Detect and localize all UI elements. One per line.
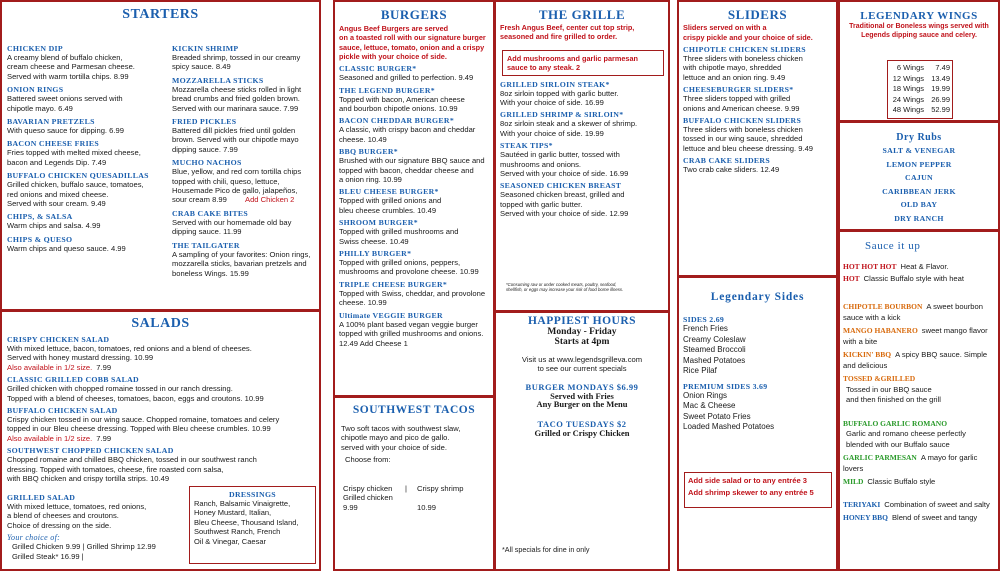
menu-item-name: CHICKEN DIP [7, 44, 63, 53]
sauce-desc: Combination of sweet and salty [884, 499, 990, 509]
menu-item-name: BUFFALO CHICKEN SLIDERS [683, 116, 802, 126]
wing-price: 52.99 [931, 105, 950, 114]
menu-item-name: CRISPY CHICKEN SALAD [7, 335, 110, 344]
menu-item-desc: Battered dill pickles fried until golden brown. Served with our chipotle mayo dipping sauce. 7.99 [172, 126, 299, 154]
sliders-items [679, 45, 836, 175]
rub-item: SALT & VENEGAR [882, 146, 956, 155]
menu-item-desc: Seasoned chicken breast, grilled and topped with garlic butter. Served with your choice of side. 12.99 [500, 190, 629, 219]
menu-item [172, 117, 320, 154]
rubs-list [840, 144, 998, 225]
rub-item: LEMON PEPPER [886, 159, 952, 169]
grilled-salad [7, 490, 187, 561]
menu-item [172, 209, 320, 237]
menu-item-name: FRIED PICKLES [172, 117, 237, 127]
menu-item-desc: Mozzarella cheese sticks rolled in light bread crumbs and fried golden brown. Served with our marinara sauce. 7.99 [172, 84, 302, 113]
rub-item: DRY RANCH [894, 213, 944, 223]
premium-sides-label: PREMIUM SIDES 3.69 [683, 381, 768, 391]
taco-tuesdays-desc: Grilled or Crispy Chicken [534, 428, 630, 438]
sauce-desc: Garlic and romano cheese perfectly blended with our Buffalo sauce [846, 429, 966, 449]
salads-title: SALADS [131, 316, 190, 331]
menu-item [7, 44, 172, 81]
sauce-desc: Heat & Flavor. [900, 262, 949, 271]
menu-item [683, 85, 832, 113]
side-item: French Fries [683, 324, 728, 333]
choice-line-1: Grilled Chicken 9.99 | Grilled Shrimp 12.99 [12, 542, 156, 552]
happy-visit: Visit us at www.legendsgrilleva.com to see our current specials [521, 355, 643, 374]
menu-item-desc: Three sliders with boneless chicken tossed in our wing sauce, shredded lettuce and bleu cheese dressing. 9.49 [683, 125, 814, 153]
sauce-desc: A spicy BBQ sauce. Simple and delicious [843, 350, 988, 370]
menu-item-extra-label: Also available in 1/2 size. [7, 362, 93, 372]
starters-panel [0, 0, 321, 311]
sauce-item [843, 513, 995, 524]
menu-item [172, 44, 320, 72]
menu-item [7, 117, 172, 135]
grille-title: THE GRILLE [538, 7, 626, 22]
menu-item-name: MOZZARELLA STICKS [172, 75, 264, 85]
menu-item [172, 76, 320, 113]
sauce-item [843, 500, 995, 511]
menu-item-name: MUCHO NACHOS [172, 158, 242, 168]
dressings-list: Ranch, Balsamic Vinaigrette, Honey Mustard, Italian, Bleu Cheese, Thousand Island, Southwest Ranch, French Oil & Vinegar, Caesar [194, 499, 299, 546]
sauce-item [843, 419, 995, 451]
menu-item-name: ONION RINGS [7, 85, 64, 95]
menu-item-name: BACON CHEESE FRIES [7, 139, 100, 149]
menu-item [7, 406, 319, 443]
menu-item-name: PHILLY BURGER* [339, 249, 412, 259]
premium-side-item: Onion Rings [683, 390, 728, 400]
menu-item [339, 311, 489, 348]
menu-item-desc: Topped with grilled onions and bleu cheese crumbles. 10.49 [339, 196, 442, 215]
sauces-list [840, 262, 998, 524]
burgers-subtitle: Angus Beef Burgers are served on a toasted roll with our signature burger sauce, lettuce, tomato, onion and a crispy pickle with your choice of side. [339, 24, 486, 61]
sides-title: Legendary Sides [710, 291, 805, 303]
menu-item-desc: Grilled chicken, buffalo sauce, tomatoes, red onions and mixed cheese. Served with sour cream. 9.49 [7, 180, 144, 209]
menu-item-name: CRAB CAKE SLIDERS [683, 156, 770, 166]
wing-price: 7.49 [935, 63, 950, 72]
tacos-option-chicken: Crispy chicken Grilled chicken 9.99 [343, 484, 393, 512]
menu-item-desc: Topped with Swiss, cheddar, and provolone cheese. 10.99 [339, 288, 486, 308]
starters-left-column [7, 40, 172, 253]
menu-item-name: SHROOM BURGER* [339, 218, 418, 228]
menu-item [500, 110, 664, 138]
taco-tuesdays-title: TACO TUESDAYS $2 [537, 419, 627, 429]
menu-item-desc: A sampling of your favorites: Onion rings, mozzarella sticks, bavarian pretzels and boneless Wings. 15.99 [172, 249, 311, 278]
menu-item-desc: Seasoned and grilled to perfection. 9.49 [339, 73, 474, 83]
choice-line-2: Grilled Steak* 16.99 | [12, 551, 84, 561]
menu-item [339, 280, 489, 308]
sauce-name: CHIPOTLE BOURBON [843, 302, 923, 311]
menu-item-desc: With queso sauce for dipping. 6.99 [7, 126, 124, 136]
menu-item-name: SOUTHWEST CHOPPED CHICKEN SALAD [7, 446, 174, 456]
side-item: Mashed Potatoes [683, 355, 746, 365]
menu-item-desc: Breaded shrimp, tossed in our creamy spicy sauce. 8.49 [172, 53, 301, 72]
sides-label: SIDES 2.69 [683, 315, 725, 324]
menu-item-name: BBQ BURGER* [339, 147, 398, 157]
menu-item-name: GRILLED SIRLOIN STEAK* [500, 79, 610, 89]
wings-subtitle: Traditional or Boneless wings served with Legends dipping sauce and celery. [849, 23, 989, 39]
rub-item: CAJUN [905, 173, 933, 182]
premium-sides-list [679, 391, 836, 433]
menu-item-name: GRILLED SHRIMP & SIRLOIN* [500, 110, 624, 120]
menu-item-desc: Blue, yellow, and red corn tortilla chips topped with chili, queso, lettuce, Housemade Pico de gallo, jalapeños, sour cream 8.99 [172, 167, 302, 205]
grilled-salad-desc: With mixed lettuce, tomatoes, red onions, a blend of cheeses and croutons. Choice of dressing on the side. [7, 502, 147, 530]
burger-mondays-desc: Served with Fries Any Burger on the Menu [536, 390, 628, 410]
tacos-separator: | [405, 484, 407, 493]
menu-item [7, 235, 172, 253]
menu-item-extra-label: Also available in 1/2 size. [7, 433, 93, 443]
sauce-name: HOT [843, 273, 860, 283]
wing-price: 26.99 [931, 94, 950, 104]
sauce-desc: Classic Buffalo style [867, 477, 936, 486]
menu-item-desc: Crispy chicken tossed in our wing sauce. Chopped romaine, tomatoes and celery topped in our Bleu cheese dressing. Topped with Bleu cheese crumbles. 10.99 [7, 415, 280, 434]
dressings-box [189, 486, 316, 564]
menu-item-extra-label: Add Chicken 2 [245, 195, 295, 205]
wing-count: 6 Wings [896, 63, 924, 72]
rubs-panel [838, 121, 1000, 231]
sauce-name: GARLIC PARMESAN [843, 453, 917, 462]
menu-item [339, 249, 489, 277]
wing-count: 12 Wings [892, 73, 924, 83]
menu-item-desc: Chopped romaine and chilled BBQ chicken, tossed in our southwest ranch dressing. Topped with tomatoes, cheese, fire roasted corn salsa, with BBQ chicken and crispy tortilla strips. 10.49 [7, 455, 257, 484]
sauce-name: MILD [843, 477, 864, 486]
salads-panel [0, 310, 321, 571]
wing-count: 48 Wings [892, 105, 924, 114]
premium-side-item: Sweet Potato Fries [683, 411, 751, 421]
burgers-items [335, 64, 493, 348]
tacos-option-shrimp: Crispy shrimp 10.99 [417, 484, 464, 512]
premium-side-item: Mac & Cheese [683, 401, 736, 410]
menu-item-name: CRAB CAKE BITES [172, 208, 248, 218]
sauce-desc: Blend of sweet and tangy [891, 513, 978, 522]
grilled-salad-name: GRILLED SALAD [7, 493, 76, 502]
sauce-desc: Classic Buffalo style with heat [863, 273, 964, 283]
wing-price-row [888, 84, 952, 95]
sliders-title: SLIDERS [727, 7, 788, 22]
grille-addon-box: Add mushrooms and garlic parmesan sauce to any steak. 2 [502, 50, 664, 76]
menu-item [7, 85, 172, 113]
burgers-panel [333, 0, 495, 397]
menu-item-name: TRIPLE CHEESE BURGER* [339, 279, 448, 289]
menu-item-extra-price: 7.99 [96, 362, 112, 372]
menu-item-desc: Warm chips and salsa. 4.99 [7, 221, 101, 231]
sauce-name: MANGO HABANERO [843, 326, 918, 335]
menu-item [7, 446, 319, 483]
sauces-panel [838, 230, 1000, 571]
happy-note: *All specials for dine in only [502, 545, 590, 554]
side-item: Creamy Coleslaw [683, 334, 746, 344]
menu-item [500, 80, 664, 108]
menu-item-desc: Three sliders with boneless chicken with chipotle mayo, shredded lettuce and an onion ring. 9.49 [683, 54, 803, 82]
sauce-name: HOT HOT HOT [843, 262, 897, 271]
burger-mondays-title: BURGER MONDAYS $6.99 [525, 381, 639, 392]
sauce-name: TOSSED &GRILLED [843, 374, 916, 383]
sauce-name: TERIYAKI [843, 499, 881, 509]
sauces-title: Sauce it up [865, 240, 921, 252]
rub-item: CARIBBEAN JERK [882, 186, 956, 196]
menu-item-desc: Topped with grilled mushrooms and Swiss cheese. 10.49 [339, 227, 459, 246]
menu-item-name: STEAK TIPS* [500, 141, 553, 151]
menu-item [683, 156, 832, 174]
sides-panel [677, 276, 838, 571]
menu-item-name: KICKIN SHRIMP [172, 44, 239, 53]
menu-item-name: BACON CHEDDAR BURGER* [339, 116, 455, 126]
menu-item-desc: 8oz sirloin topped with garlic butter. With your choice of side. 16.99 [500, 88, 619, 107]
menu-item [339, 187, 489, 215]
menu-item [172, 158, 320, 205]
wing-price-row [888, 105, 952, 116]
menu-item-name: SEASONED CHICKEN BREAST [500, 181, 622, 191]
grille-subtitle: Fresh Angus Beef, center cut top strip, seasoned and fire grilled to order. [500, 23, 635, 42]
menu-item-desc: Warm chips and queso sauce. 4.99 [7, 243, 126, 253]
starters-right-column [172, 40, 320, 278]
menu-item-name: CLASSIC BURGER* [339, 64, 417, 74]
happy-time: Starts at 4pm [554, 337, 610, 347]
menu-item-extra [7, 363, 319, 372]
wing-price-row [888, 63, 952, 74]
menu-item-name: CHIPS & QUESO [7, 234, 73, 244]
menu-item-desc: Served with our homemade old bay dipping sauce. 11.99 [172, 217, 292, 237]
wings-price-box [887, 60, 953, 119]
menu-item-name: CHIPOTLE CHICKEN SLIDERS [683, 45, 806, 54]
menu-item-name: BAVARIAN PRETZELS [7, 117, 95, 127]
wing-price-row [888, 74, 952, 85]
wings-title: LEGENDARY WINGS [860, 10, 978, 22]
menu-item-desc: 8oz sirloin steak and a skewer of shrimp. With your choice of side. 19.99 [500, 119, 638, 138]
menu-item [683, 116, 832, 153]
addon-side-salad: Add side salad or to any entrée 3 [688, 476, 808, 485]
menu-item-extra-price: 7.99 [96, 433, 112, 443]
tacos-choose: Choose from: [345, 455, 391, 465]
menu-item-name: THE LEGEND BURGER* [339, 85, 435, 95]
happy-days: Monday - Friday [547, 327, 617, 337]
happy-title: HAPPIEST HOURS [527, 315, 637, 327]
wing-count: 18 Wings [892, 84, 924, 93]
menu-item [683, 45, 832, 82]
menu-item [339, 86, 489, 114]
menu-item [500, 141, 664, 178]
sauce-name: KICKIN' BBQ [843, 350, 892, 359]
menu-item-desc: Two crab cake sliders. 12.49 [683, 165, 780, 175]
sauce-name: BUFFALO GARLIC ROMANO [843, 418, 948, 428]
menu-item-desc: Fries topped with melted mixed cheese, bacon and Legends Dip. 7.49 [7, 148, 141, 167]
menu-item [7, 212, 172, 230]
sauce-name: HONEY BBQ [843, 513, 888, 522]
tacos-panel [333, 396, 495, 571]
menu-item-desc: A creamy blend of buffalo chicken, cream cheese and Parmesan cheese. Served with warm tortilla chips. 8.99 [7, 53, 135, 81]
sauce-desc: sweet mango flavor with a bite [843, 326, 988, 346]
sauce-item [843, 374, 995, 406]
rubs-title: Dry Rubs [896, 132, 942, 143]
side-item: Rice Pilaf [683, 366, 717, 375]
sauce-item [843, 350, 995, 371]
dressings-title: DRESSINGS [229, 490, 276, 499]
menu-item-name: CHIPS, & SALSA [7, 212, 73, 222]
burgers-title: BURGERS [380, 7, 448, 22]
menu-item [7, 171, 172, 208]
wing-price-row [888, 95, 952, 106]
sauce-desc: A sweet bourbon sauce with a kick [843, 302, 983, 322]
grille-panel [494, 0, 670, 312]
menu-item [7, 375, 319, 403]
menu-item-desc: Battered sweet onions served with chipotle mayo. 6.49 [7, 94, 123, 113]
menu-item-desc: A 100% plant based vegan veggie burger topped with grilled mushrooms and onions. 12.49 Add Cheese 1 [339, 319, 484, 348]
sauce-desc: A mayo for garlic lovers [843, 453, 978, 473]
wing-price: 19.99 [931, 84, 950, 93]
menu-item-desc: A classic, with crispy bacon and cheddar cheese. 10.49 [339, 125, 476, 144]
sauce-item [843, 326, 995, 347]
menu-item-desc: Topped with bacon, American cheese and bourbon chipotle onions. 10.99 [339, 94, 465, 113]
menu-item [339, 147, 489, 184]
menu-item-name: CHEESEBURGER SLIDERS* [683, 85, 794, 95]
choice-title: Your choice of: [7, 533, 61, 543]
sauce-item [843, 262, 995, 273]
menu-item [339, 116, 489, 144]
menu-item [7, 139, 172, 167]
menu-item-desc: Sautéed in garlic butter, tossed with mushrooms and onions. Served with your choice of side. 16.99 [500, 150, 629, 179]
sauce-item [843, 274, 995, 285]
menu-item-name: THE TAILGATER [172, 240, 240, 250]
wing-price: 13.49 [931, 73, 950, 83]
rub-item: OLD BAY [900, 200, 938, 209]
happy-panel [494, 311, 670, 571]
sauce-item [843, 477, 995, 488]
wings-panel [838, 0, 1000, 122]
premium-side-item: Loaded Mashed Potatoes [683, 422, 775, 431]
menu-item [7, 335, 319, 372]
menu-item-desc: Three sliders topped with grilled onions and American cheese. 9.99 [683, 94, 800, 113]
sauce-item [843, 453, 995, 474]
tacos-title: SOUTHWEST TACOS [352, 404, 476, 416]
menu-item-desc: Grilled chicken with chopped romaine tossed in our ranch dressing. Topped with a blend of cheeses, tomatoes, bacon, eggs and croutons. 10.99 [7, 384, 264, 403]
menu-item-name: BUFFALO CHICKEN QUESADILLAS [7, 171, 149, 181]
tacos-desc: Two soft tacos with southwest slaw, chipotle mayo and pico de gallo. served with your choice of side. [341, 424, 461, 452]
grille-disclaimer: *Consuming raw or under cooked meats, poultry, seafood, shellfish, or eggs may increase your risk of food borne illness. [506, 282, 624, 293]
menu-item-desc: Topped with grilled onions, peppers, mushrooms and provolone cheese. 10.99 [339, 258, 479, 277]
menu-item-name: BLEU CHEESE BURGER* [339, 187, 439, 197]
menu-item-name: BUFFALO CHICKEN SALAD [7, 406, 118, 416]
menu-item-name: Ultimate VEGGIE BURGER [339, 310, 443, 320]
menu-item [339, 218, 489, 246]
sliders-subtitle: Sliders served on with a crispy pickle and your choice of side. [683, 23, 813, 42]
sides-addons-box [684, 472, 832, 508]
sauce-item [843, 302, 995, 323]
salads-items [7, 332, 319, 483]
sauce-desc: Tossed in our BBQ sauce and then finished on the grill [846, 384, 941, 404]
sliders-panel [677, 0, 838, 277]
sides-list [679, 324, 836, 377]
menu-item [339, 64, 489, 82]
grille-items [496, 80, 668, 219]
menu-item-desc: With mixed lettuce, bacon, tomatoes, red onions and a blend of cheeses. Served with honey mustard dressing. 10.99 [7, 344, 252, 363]
wing-count: 24 Wings [892, 94, 924, 104]
menu-item-name: CLASSIC GRILLED COBB SALAD [7, 375, 139, 385]
menu-item-extra [7, 434, 319, 443]
side-item: Steamed Broccoli [683, 345, 746, 354]
addon-shrimp-skewer: Add shrimp skewer to any entrée 5 [688, 487, 814, 497]
menu-item [172, 241, 320, 278]
menu-item [500, 181, 664, 218]
menu-item-desc: Brushed with our signature BBQ sauce and topped with bacon, cheddar cheese and a onion ring. 10.99 [339, 156, 485, 185]
starters-title: STARTERS [122, 7, 199, 22]
